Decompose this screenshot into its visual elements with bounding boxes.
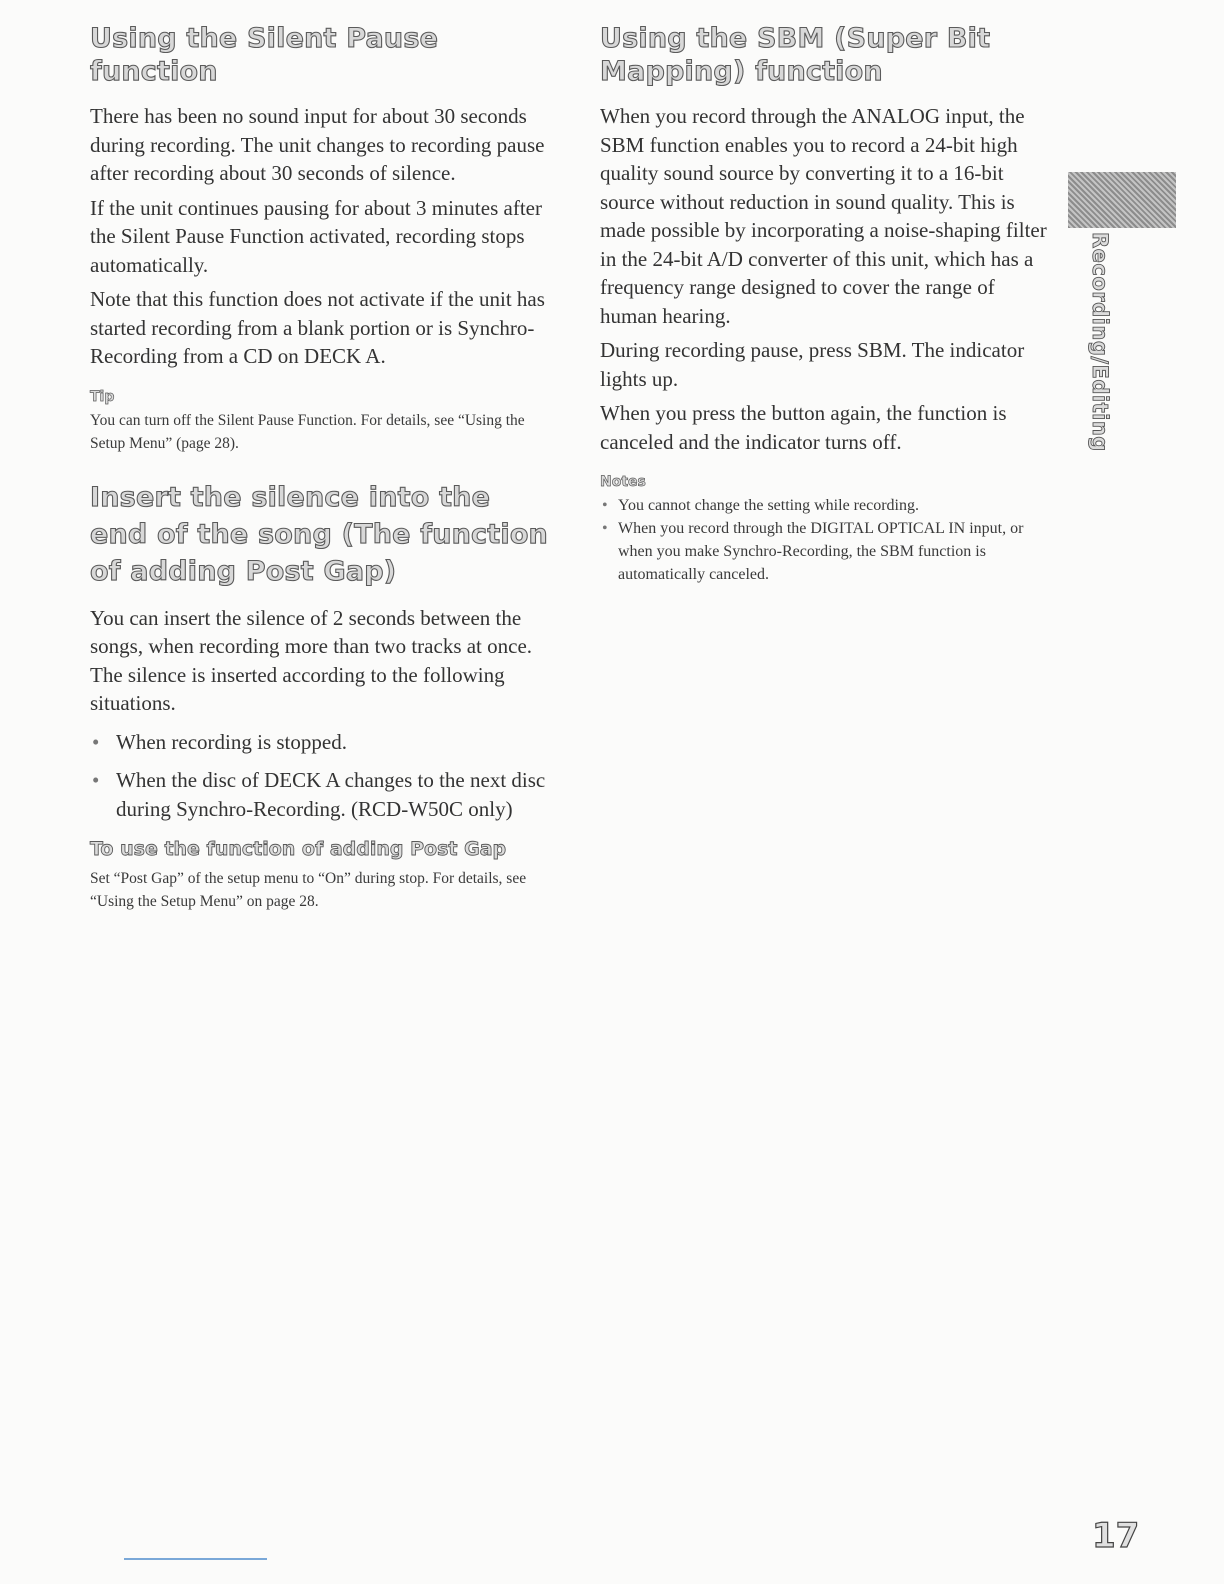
post-gap-subheading: To use the function of adding Post Gap <box>90 838 507 860</box>
situation-text: When the disc of DECK A changes to the next disc during Synchro-Recording. (RCD-W50C only) <box>116 768 546 821</box>
list-item <box>600 517 1055 586</box>
post-gap-instructions: Set “Post Gap” of the setup menu to “On” during stop. For details, see “Using the Setup Menu” on page 28. <box>90 870 527 910</box>
sbm-notes-list <box>600 494 1055 586</box>
sbm-paragraph-1: When you record through the ANALOG input, the SBM function enables you to record a 24-bit high quality sound source by converting it to a 16-bit source without reduction in sound quality. This is made possible by incorporating a noise-shaping filter in the 24-bit A/D converter of this unit, which has a frequency range designed to cover the range of human hearing. <box>600 104 1047 328</box>
page-number: 17 <box>1092 1516 1140 1556</box>
bullet-icon: • <box>92 729 100 754</box>
right-column <box>600 22 1055 586</box>
section-tab-marker <box>1068 172 1176 228</box>
silent-pause-paragraph-3: Note that this function does not activate if the unit has started recording from a blank portion or is Synchro-Recording from a CD on DECK A. <box>90 287 545 368</box>
list-item <box>90 728 552 757</box>
bullet-icon: • <box>92 768 100 792</box>
bullet-icon: • <box>602 497 608 514</box>
sbm-paragraph-2: During recording pause, press SBM. The indicator lights up. <box>600 338 1025 391</box>
left-column <box>90 22 552 921</box>
post-gap-situations <box>90 728 552 824</box>
list-item <box>600 494 1055 517</box>
list-item <box>90 766 552 823</box>
silent-pause-paragraph-1: There has been no sound input for about 30 seconds during recording. The unit changes to recording pause after recording about 30 seconds of silence. <box>90 104 545 185</box>
post-gap-heading: Insert the silence into the end of the song (The function of adding Post Gap) <box>90 481 548 587</box>
footer-rule <box>124 1558 267 1560</box>
notes-heading: Notes <box>600 474 646 490</box>
sbm-paragraph-3: When you press the button again, the function is canceled and the indicator turns off. <box>600 401 1007 454</box>
silent-pause-paragraph-2: If the unit continues pausing for about 3 minutes after the Silent Pause Function activated, recording stops automatically. <box>90 195 542 277</box>
sbm-heading: Using the SBM (Super Bit Mapping) function <box>600 23 991 87</box>
note-text: When you record through the DIGITAL OPTICAL IN input, or when you make Synchro-Recording, the SBM function is automatically canceled. <box>618 520 1024 583</box>
note-text: You cannot change the setting while recording. <box>618 497 919 514</box>
tip-heading: Tip <box>90 388 115 405</box>
situation-text: When recording is stopped. <box>116 729 347 754</box>
post-gap-intro: You can insert the silence of 2 seconds between the songs, when recording more than two tracks at once. The silence is inserted according to the following situations. <box>90 605 533 715</box>
bullet-icon: • <box>602 520 608 537</box>
section-side-label: Recording/Editing <box>1088 232 1112 452</box>
silent-pause-heading: Using the Silent Pause function <box>90 23 439 87</box>
tip-text: You can turn off the Silent Pause Function. For details, see “Using the Setup Menu” (page 28). <box>90 411 525 452</box>
